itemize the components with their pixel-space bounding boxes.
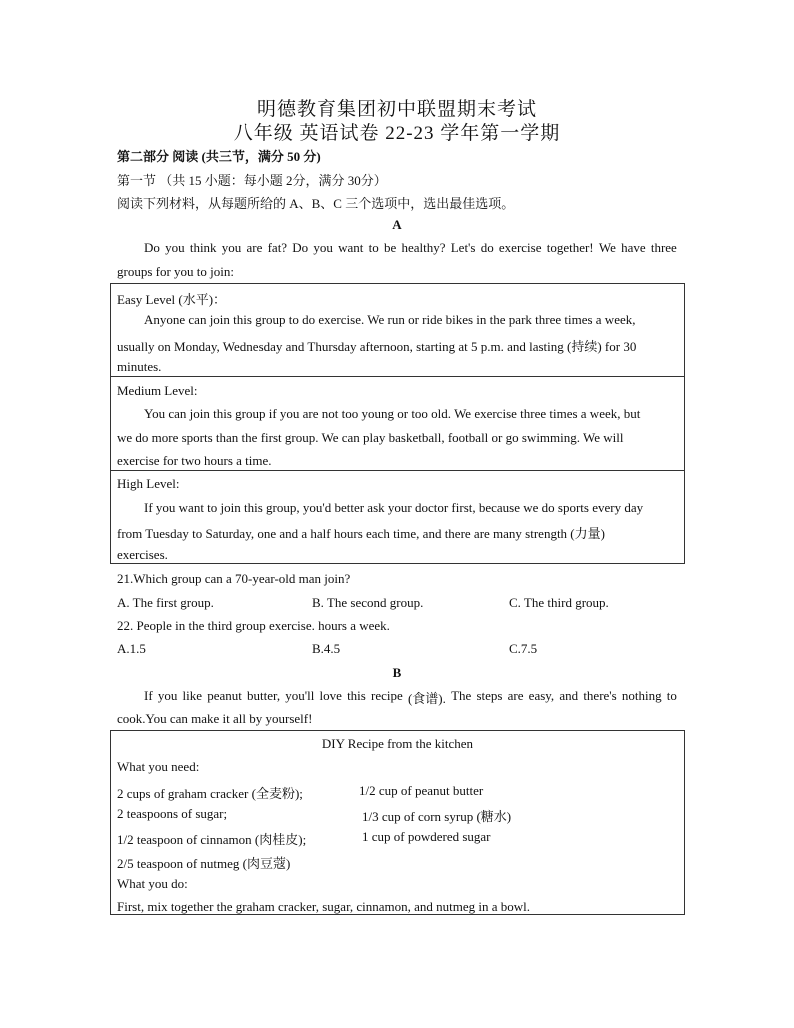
recipe-ingredient: 2 teaspoons of sugar; bbox=[117, 806, 228, 821]
part-heading: 第二部分 阅读 (共三节，满分 50 分) bbox=[117, 149, 321, 164]
high-level-line3: exercises. bbox=[117, 547, 168, 562]
medium-level-line1: You can join this group if you are not too young or too old. We exercise three times a week, but bbox=[144, 406, 641, 421]
medium-level-heading: Medium Level: bbox=[117, 383, 198, 398]
recipe-ingredient: 1 cup of powdered sugar bbox=[362, 829, 491, 844]
recipe-box bbox=[110, 730, 685, 915]
high-level-heading: High Level: bbox=[117, 476, 180, 491]
section-heading: 第一节 （共 15 小题：每小题 2分，满分 30分） bbox=[117, 173, 387, 188]
question-22-option-b: B.4.5 bbox=[312, 641, 341, 656]
question-21-option-c: C. The third group. bbox=[509, 595, 609, 610]
recipe-need-heading: What you need: bbox=[117, 759, 200, 774]
medium-level-line2: we do more sports than the first group. We can play basketball, football or go swimming. We will bbox=[117, 430, 624, 445]
passage-b-intro-line2: cook.You can make it all by yourself! bbox=[117, 711, 313, 726]
easy-level-heading: Easy Level (水平)： bbox=[117, 292, 227, 307]
question-22-option-c: C.7.5 bbox=[509, 641, 538, 656]
passage-a-intro-line2: groups for you to join: bbox=[117, 264, 234, 279]
instruction-text: 阅读下列材料，从每题所给的 A、B、C 三个选项中，选出最佳选项。 bbox=[117, 196, 515, 211]
recipe-ingredient: 2 cups of graham cracker (全麦粉); bbox=[117, 786, 303, 801]
high-level-line2: from Tuesday to Saturday, one and a half hours each time, and there are many strength (力量) bbox=[117, 526, 605, 541]
groups-table bbox=[110, 283, 685, 564]
table-divider bbox=[111, 376, 684, 377]
question-22-option-a: A.1.5 bbox=[117, 641, 146, 656]
question-22-stem: 22. People in the third group exercise. hours a week. bbox=[117, 618, 390, 633]
question-21-option-a: A. The first group. bbox=[117, 595, 214, 610]
exam-title: 明德教育集团初中联盟期末考试 bbox=[256, 99, 537, 120]
recipe-do-heading: What you do: bbox=[117, 876, 188, 891]
passage-a-intro-line1: Do you think you are fat? Do you want to be healthy? Let's do exercise together! We have three bbox=[144, 240, 677, 255]
question-21-stem: 21.Which group can a 70-year-old man join? bbox=[117, 571, 351, 586]
passage-a-label: A bbox=[392, 217, 402, 232]
exam-subtitle: 八年级 英语试卷 22-23 学年第一学期 bbox=[233, 123, 561, 144]
easy-level-line3: minutes. bbox=[117, 359, 162, 374]
recipe-step-1: First, mix together the graham cracker, sugar, cinnamon, and nutmeg in a bowl. bbox=[117, 899, 531, 914]
easy-level-line1: Anyone can join this group to do exercise. We run or ride bikes in the park three times a week, bbox=[144, 312, 636, 327]
recipe-ingredient: 1/2 teaspoon of cinnamon (肉桂皮); bbox=[117, 832, 307, 847]
recipe-ingredient: 1/3 cup of corn syrup (糖水) bbox=[362, 809, 512, 824]
table-divider bbox=[111, 470, 684, 471]
passage-b-label: B bbox=[392, 665, 402, 680]
easy-level-line2: usually on Monday, Wednesday and Thursday afternoon, starting at 5 p.m. and lasting (持续) for 30 bbox=[117, 339, 637, 354]
recipe-title: DIY Recipe from the kitchen bbox=[321, 736, 474, 751]
passage-b-intro-line1: If you like peanut butter, you'll love this recipe (食谱). The steps are easy, and there's nothing to bbox=[144, 688, 677, 706]
recipe-ingredient: 1/2 cup of peanut butter bbox=[359, 783, 484, 798]
recipe-ingredient: 2/5 teaspoon of nutmeg (肉豆蔻) bbox=[117, 856, 291, 871]
high-level-line1: If you want to join this group, you'd better ask your doctor first, because we do sports every day bbox=[144, 500, 644, 515]
medium-level-line3: exercise for two hours a time. bbox=[117, 453, 272, 468]
question-21-option-b: B. The second group. bbox=[312, 595, 424, 610]
